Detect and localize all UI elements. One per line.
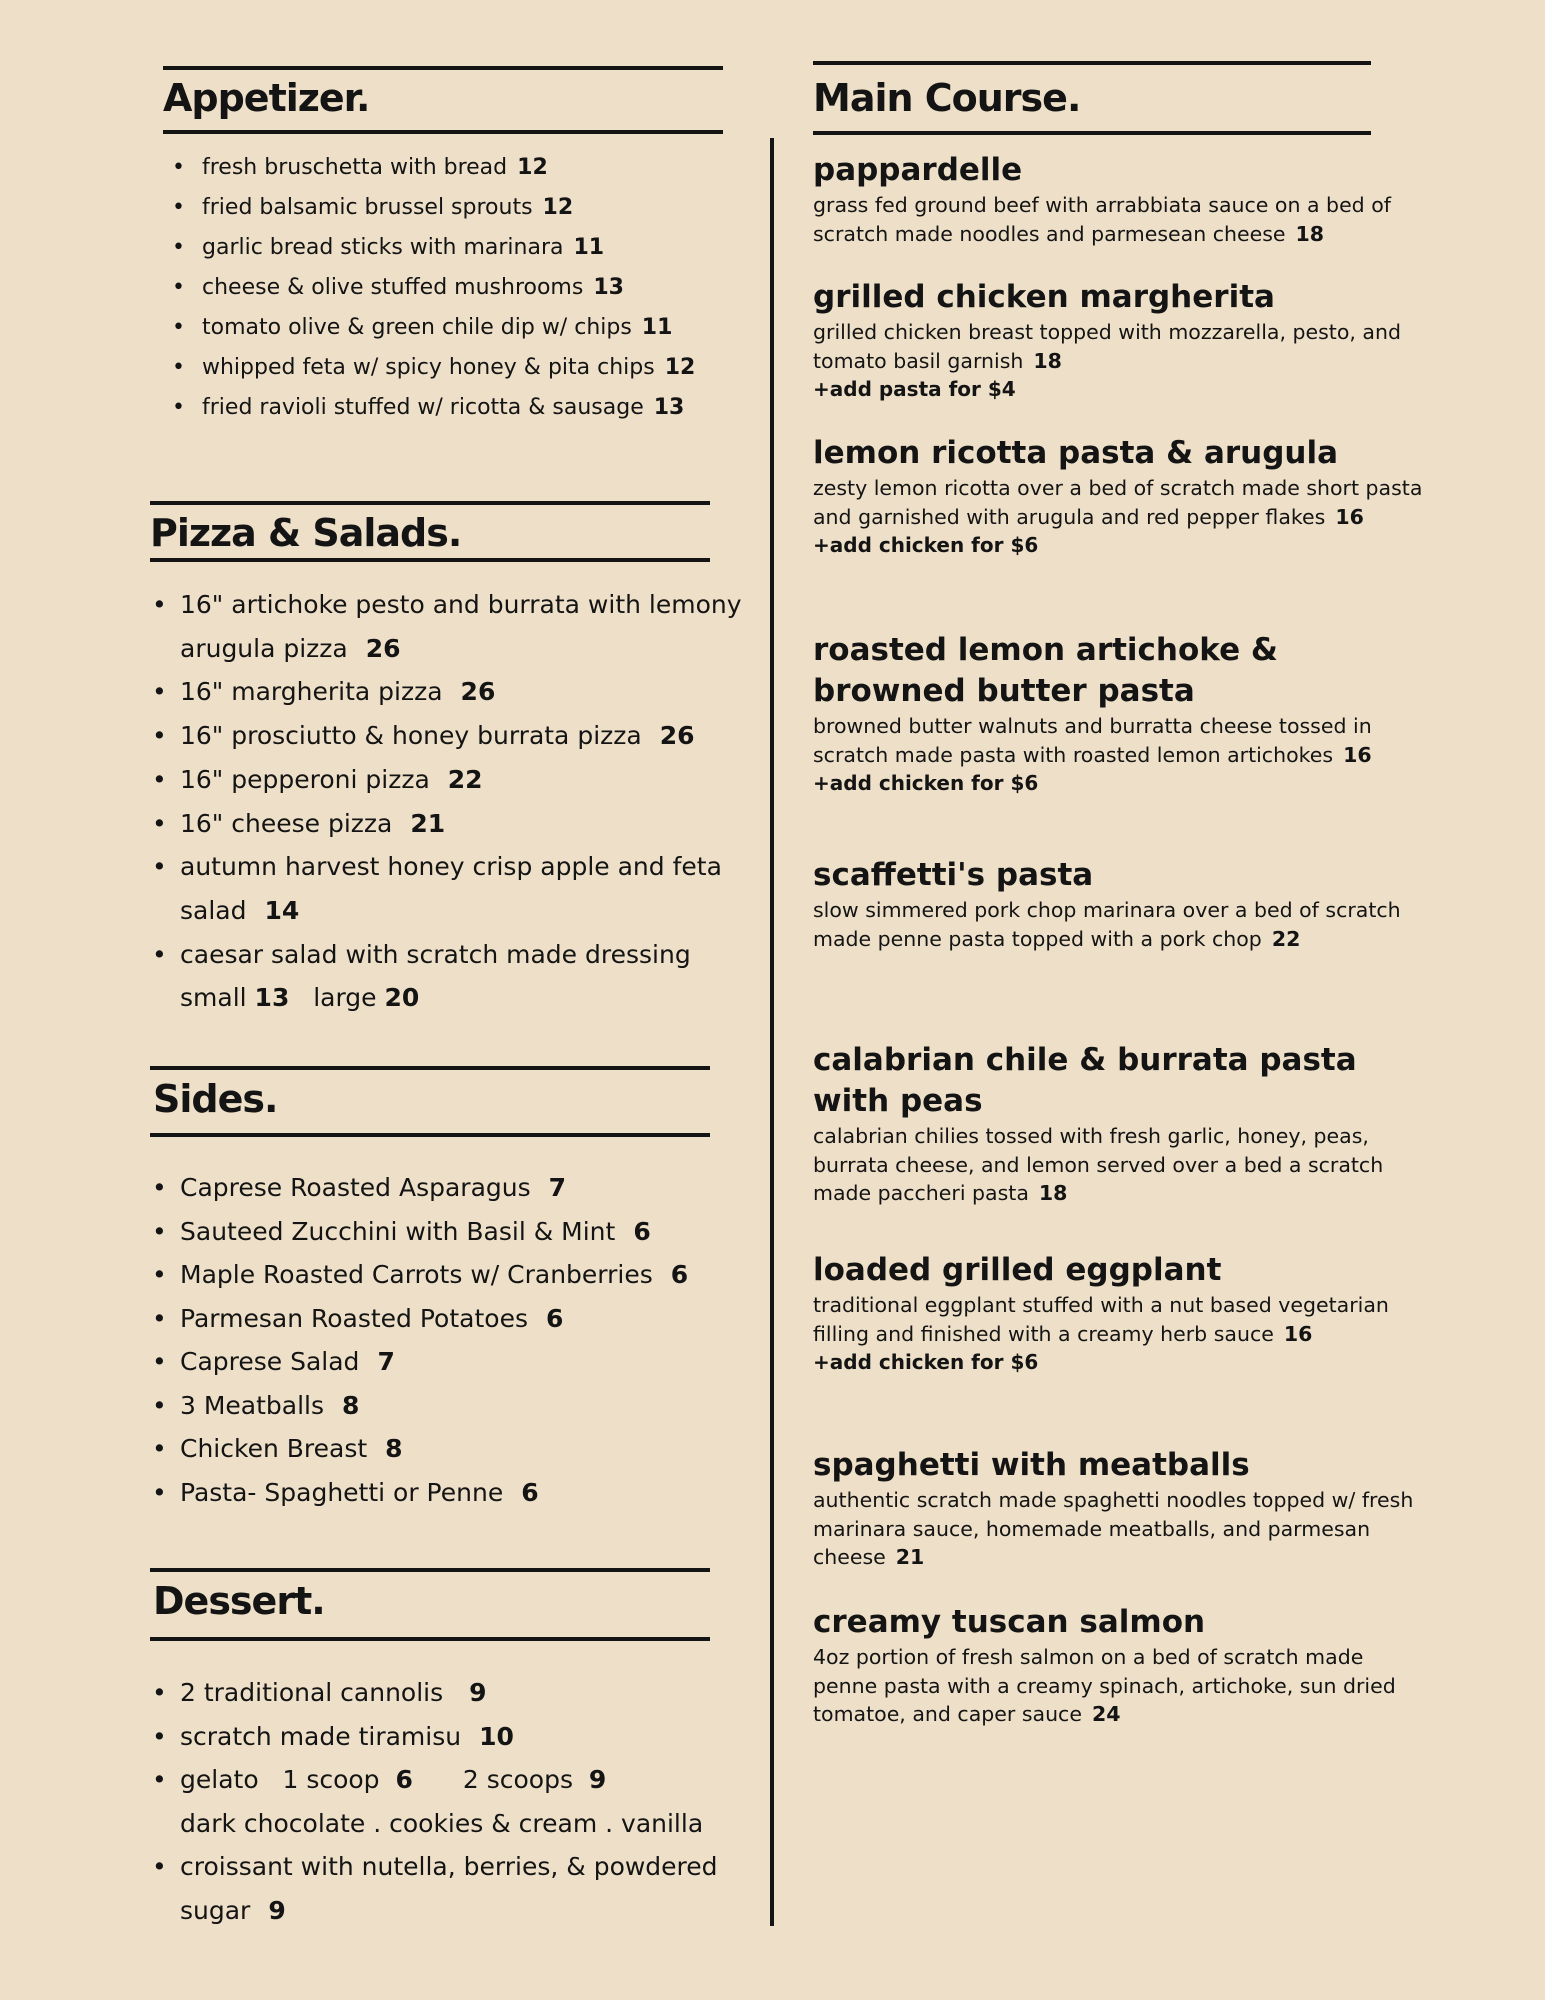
list-item: • Caprese Salad 7 — [180, 1340, 760, 1384]
sides-top-rule — [150, 1066, 710, 1070]
column-divider — [770, 138, 774, 1926]
list-item: • croissant with nutella, berries, & powdered sugar 9 — [180, 1845, 760, 1932]
list-item: • 16" pepperoni pizza 22 — [180, 758, 760, 802]
list-item: • fresh bruschetta with bread 12 — [202, 148, 762, 188]
dish-lemon-ricotta — [813, 433, 1433, 560]
dish-description: 4oz portion of fresh salmon on a bed of scratch made penne pasta with a creamy spinach, artichoke, sun dried tomatoe, and caper sauce 24 — [813, 1645, 1396, 1726]
pizza-bottom-rule — [150, 558, 710, 562]
dish-calabrian-chile — [813, 1040, 1433, 1208]
dish-addon: +add pasta for $4 — [813, 377, 1016, 401]
dish-description: authentic scratch made spaghetti noodles topped w/ fresh marinara sauce, homemade meatballs, and parmesan cheese 21 — [813, 1488, 1414, 1569]
sides-bottom-rule — [150, 1133, 710, 1137]
dessert-list — [180, 1671, 760, 1932]
list-item: • 3 Meatballs 8 — [180, 1384, 760, 1428]
dish-description: grilled chicken breast topped with mozzarella, pesto, and tomato basil garnish 18 — [813, 320, 1401, 373]
list-item: • 16" artichoke pesto and burrata with lemony arugula pizza 26 — [180, 583, 760, 670]
dessert-title: Dessert. — [153, 1579, 325, 1623]
list-item: • tomato olive & green chile dip w/ chips 11 — [202, 308, 762, 348]
dish-scaffettis-pasta — [813, 855, 1433, 953]
list-item: • cheese & olive stuffed mushrooms 13 — [202, 268, 762, 308]
dish-name: roasted lemon artichoke & browned butter pasta — [813, 632, 1278, 709]
dish-name: scaffetti's pasta — [813, 857, 1094, 893]
list-item: • Maple Roasted Carrots w/ Cranberries 6 — [180, 1253, 760, 1297]
list-item: • autumn harvest honey crisp apple and feta salad 14 — [180, 845, 760, 932]
list-item: • garlic bread sticks with marinara 11 — [202, 228, 762, 268]
dish-name: pappardelle — [813, 152, 1023, 188]
pizza-list — [180, 583, 760, 1020]
main-title: Main Course. — [813, 76, 1081, 120]
dish-description: grass fed ground beef with arrabbiata sauce on a bed of scratch made noodles and parmesean cheese 18 — [813, 193, 1391, 246]
list-item: • Pasta- Spaghetti or Penne 6 — [180, 1471, 760, 1515]
dish-name: calabrian chile & burrata pasta with peas — [813, 1042, 1357, 1119]
dessert-top-rule — [150, 1568, 710, 1572]
list-item: • caesar salad with scratch made dressing small 13 large 20 — [180, 933, 760, 1020]
main-bottom-rule — [813, 131, 1371, 135]
dish-description: slow simmered pork chop marinara over a bed of scratch made penne pasta topped with a pork chop 22 — [813, 898, 1401, 951]
pizza-top-rule — [150, 501, 710, 505]
dish-name: creamy tuscan salmon — [813, 1604, 1206, 1640]
list-item: • 16" cheese pizza 21 — [180, 802, 760, 846]
list-item: • 2 traditional cannolis 9 — [180, 1671, 760, 1715]
dish-grilled-chicken-margherita — [813, 277, 1433, 404]
list-item: • Caprese Roasted Asparagus 7 — [180, 1166, 760, 1210]
dish-addon: +add chicken for $6 — [813, 771, 1039, 795]
dish-description: zesty lemon ricotta over a bed of scratch made short pasta and garnished with arugula and red pepper flakes 16 — [813, 476, 1423, 529]
list-item: • fried ravioli stuffed w/ ricotta & sausage 13 — [202, 388, 762, 428]
dish-description: browned butter walnuts and burratta cheese tossed in scratch made pasta with roasted lemon artichokes 16 — [813, 714, 1372, 767]
dish-loaded-grilled-eggplant — [813, 1250, 1433, 1377]
list-item: • whipped feta w/ spicy honey & pita chips 12 — [202, 348, 762, 388]
list-item: • Sauteed Zucchini with Basil & Mint 6 — [180, 1210, 760, 1254]
appetizer-top-rule — [163, 66, 723, 70]
dish-pappardelle — [813, 150, 1433, 248]
dish-spaghetti-meatballs — [813, 1445, 1433, 1572]
dish-name: loaded grilled eggplant — [813, 1252, 1222, 1288]
list-item: • Chicken Breast 8 — [180, 1427, 760, 1471]
sides-list — [180, 1166, 760, 1514]
dish-name: grilled chicken margherita — [813, 279, 1275, 315]
dish-name: lemon ricotta pasta & arugula — [813, 435, 1339, 471]
dish-name: spaghetti with meatballs — [813, 1447, 1250, 1483]
dish-description: calabrian chilies tossed with fresh garlic, honey, peas, burrata cheese, and lemon served over a bed a scratch made paccheri pasta 18 — [813, 1124, 1384, 1205]
dish-addon: +add chicken for $6 — [813, 1350, 1039, 1374]
sides-title: Sides. — [153, 1077, 278, 1121]
dish-creamy-tuscan-salmon — [813, 1602, 1433, 1729]
list-item: • 16" margherita pizza 26 — [180, 670, 760, 714]
appetizer-title: Appetizer. — [163, 76, 370, 120]
dish-description: traditional eggplant stuffed with a nut based vegetarian filling and finished with a creamy herb sauce 16 — [813, 1293, 1389, 1346]
list-item: • gelato 1 scoop 6 2 scoops 9 dark chocolate . cookies & cream . vanilla — [180, 1758, 760, 1845]
dessert-bottom-rule — [150, 1637, 710, 1641]
dish-addon: +add chicken for $6 — [813, 533, 1039, 557]
list-item: • Parmesan Roasted Potatoes 6 — [180, 1297, 760, 1341]
dish-roasted-lemon-artichoke — [813, 630, 1433, 798]
list-item: • fried balsamic brussel sprouts 12 — [202, 188, 762, 228]
pizza-title: Pizza & Salads. — [150, 511, 462, 555]
appetizer-list — [202, 148, 762, 428]
main-top-rule — [813, 61, 1371, 65]
list-item: • 16" prosciutto & honey burrata pizza 26 — [180, 714, 760, 758]
appetizer-bottom-rule — [163, 130, 723, 134]
list-item: • scratch made tiramisu 10 — [180, 1715, 760, 1759]
